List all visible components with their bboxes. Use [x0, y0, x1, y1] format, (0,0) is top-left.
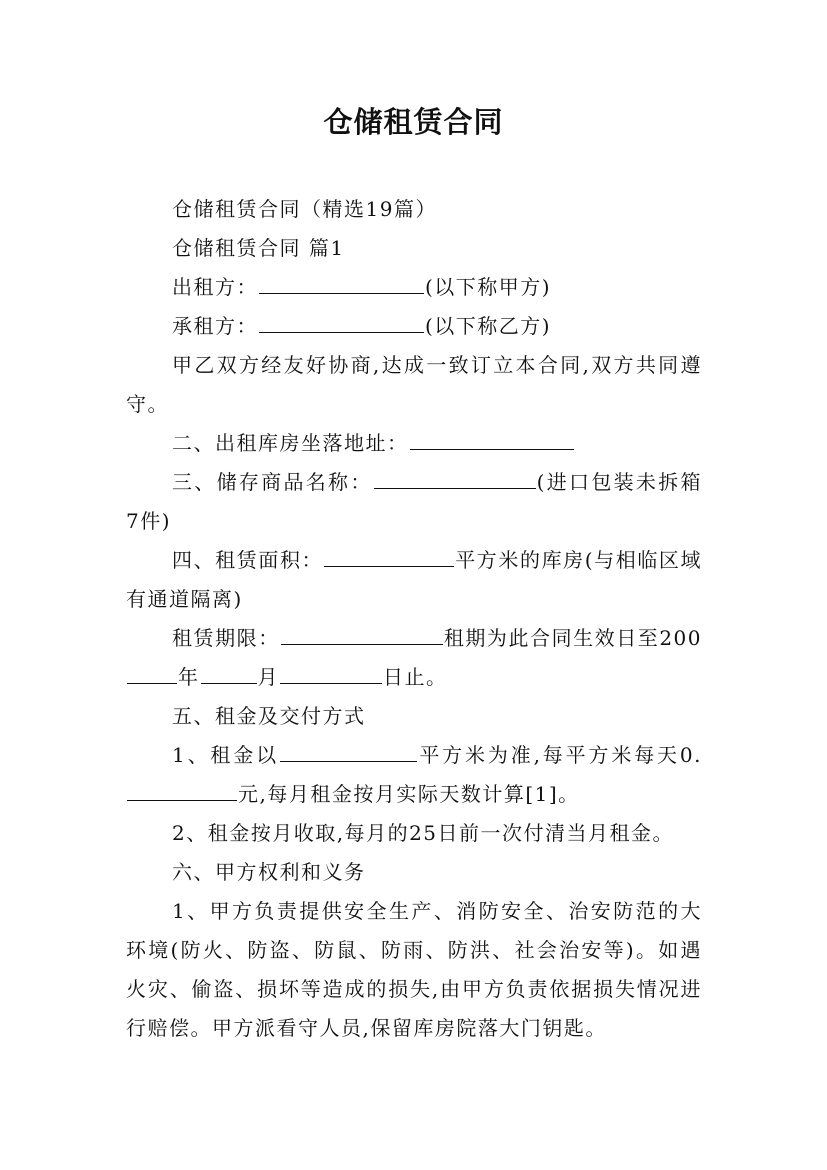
- document-body: [126, 190, 702, 1048]
- warehouse-address-line: [126, 424, 702, 463]
- day-end: 日止。: [383, 665, 448, 689]
- day-blank[interactable]: [280, 665, 382, 684]
- month-label: 月: [257, 665, 279, 689]
- rent-basis-line: [126, 736, 702, 814]
- rent-basis-label: 1、租金以: [172, 743, 279, 767]
- lease-term-line: [126, 619, 702, 697]
- lessee-blank[interactable]: [259, 314, 424, 333]
- area-blank[interactable]: [324, 548, 454, 567]
- address-label: 二、出租库房坐落地址：: [172, 431, 409, 455]
- paragraph-text: 1、甲方负责提供安全生产、消防安全、治安防范的大环境(防火、防盗、防鼠、防雨、防洪、社会治安等)。如遇火灾、偷盗、损坏等造成的损失,由甲方负责依据损失情况进行赔偿。甲方派看守人员,保留库房院落大门钥匙。: [126, 899, 702, 1040]
- term-label: 租赁期限：: [172, 626, 280, 650]
- paragraph-text: 五、租金及交付方式: [172, 704, 366, 728]
- lessor-rights-heading: [126, 853, 702, 892]
- lessor-line: [126, 268, 702, 307]
- goods-blank[interactable]: [374, 470, 536, 489]
- area-suffix: 平方米的库房(与相临区域有通道隔离): [126, 548, 702, 611]
- document-title: 仓储租赁合同: [323, 105, 504, 139]
- paragraph-text: 六、甲方权利和义务: [172, 860, 366, 884]
- term-blank[interactable]: [281, 626, 443, 645]
- address-blank[interactable]: [410, 431, 574, 450]
- rent-price-blank[interactable]: [127, 782, 237, 801]
- rent-basis-end: 元,每月租金按月实际天数计算[1]。: [238, 782, 580, 806]
- paragraph-selection-title: [126, 190, 702, 229]
- paragraph-article-heading: [126, 229, 702, 268]
- lessee-label: 承租方：: [172, 314, 258, 338]
- rental-area-line: [126, 541, 702, 619]
- lessor-suffix: (以下称甲方): [425, 275, 552, 299]
- area-label: 四、租赁面积：: [172, 548, 324, 572]
- lessee-line: [126, 307, 702, 346]
- lessor-label: 出租方：: [172, 275, 258, 299]
- rent-payment-heading: [126, 697, 702, 736]
- goods-name-line: [126, 463, 702, 541]
- rent-basis-middle: 平方米为准,每平方米每天0.: [417, 743, 702, 767]
- lessee-suffix: (以下称乙方): [425, 314, 552, 338]
- rent-collection-line: [126, 814, 702, 853]
- term-middle: 租期为此合同生效日至200: [443, 626, 702, 650]
- lessor-obligation-paragraph: [126, 892, 702, 1048]
- agreement-paragraph: [126, 346, 702, 424]
- paragraph-text: 仓储租赁合同（精选19篇）: [172, 197, 437, 221]
- paragraph-text: 甲乙双方经友好协商,达成一致订立本合同,双方共同遵守。: [126, 353, 702, 416]
- paragraph-text: 仓储租赁合同 篇1: [172, 236, 345, 260]
- year-blank[interactable]: [127, 665, 177, 684]
- month-blank[interactable]: [201, 665, 257, 684]
- goods-suffix: (进口包装未拆箱7件): [126, 470, 702, 533]
- rent-area-blank[interactable]: [280, 743, 417, 762]
- lessor-blank[interactable]: [259, 275, 424, 294]
- year-label: 年: [178, 665, 200, 689]
- paragraph-text: 2、租金按月收取,每月的25日前一次付清当月租金。: [172, 821, 675, 845]
- goods-label: 三、储存商品名称：: [172, 470, 373, 494]
